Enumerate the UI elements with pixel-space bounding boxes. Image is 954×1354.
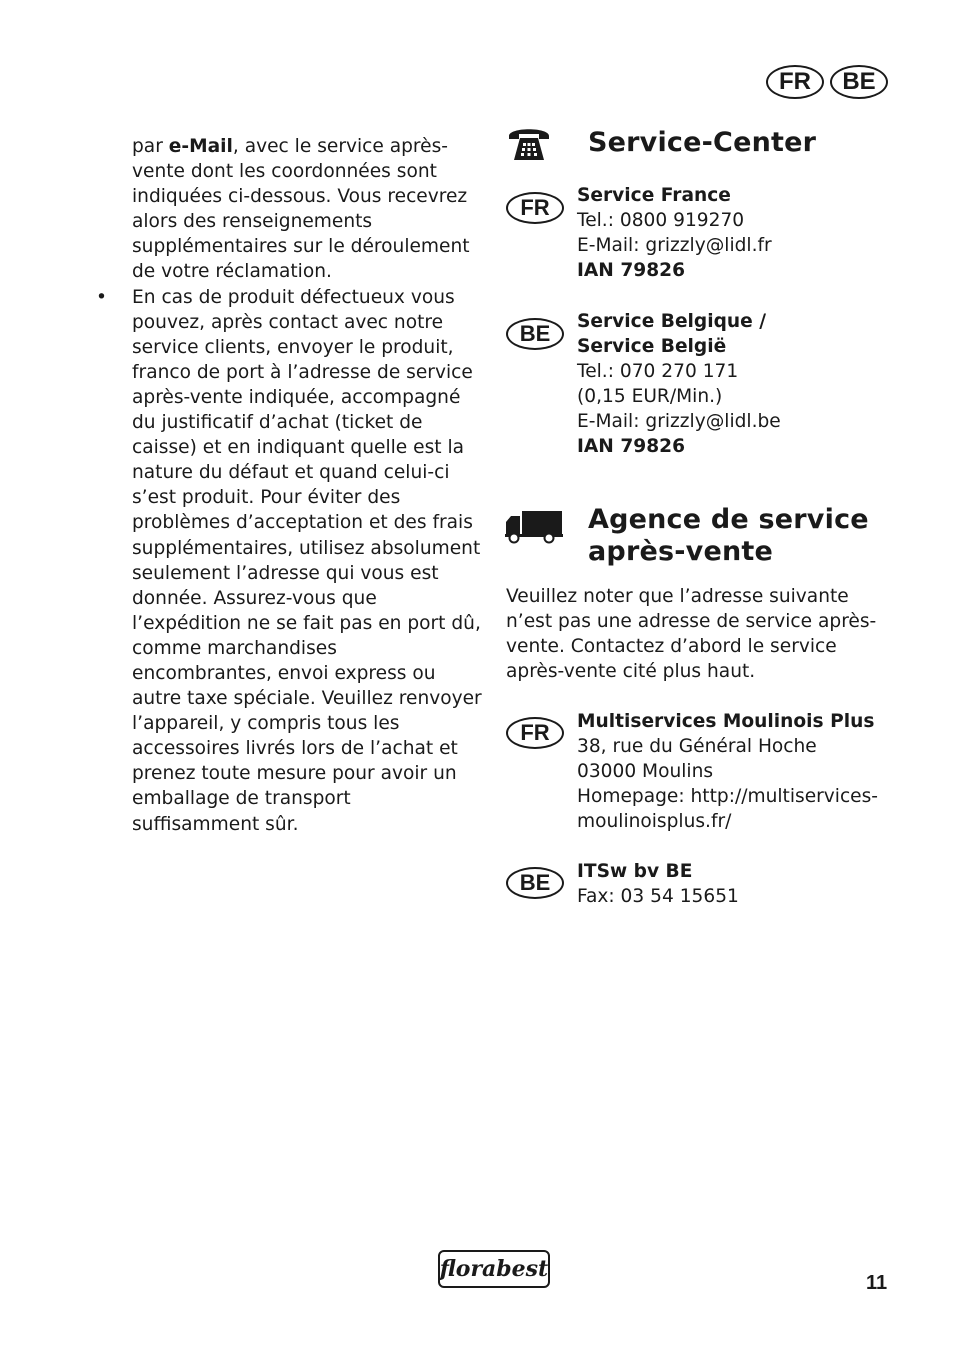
service-belgique-block <box>577 309 907 460</box>
truck-icon <box>504 508 564 544</box>
intro-prefix: par <box>132 136 169 157</box>
agency-be-block <box>577 859 907 909</box>
logo-text: florabest <box>439 1256 549 1282</box>
badge-fr-agency: FR <box>506 717 564 749</box>
bullet-text: En cas de produit défectueux vous pouvez, après contact avec notre service clients, envoyer le produit, franco de port à l’adresse de service après-vente indiquée, accompagné du justificatif d’achat (ticket de caisse) et en indiquant quelle est la nature du défaut et quand celui-ci s’est produit. Pour éviter des problèmes d’acceptation et des frais supplémentaires, utilisez absolument seulement l’adresse qui vous est donnée. Assurez-vous que l’expédition ne se fait pas en port dû, comme marchandises encombrantes, envoi express ou autre taxe spéciale. Veuillez renvoyer l’appareil, y compris tous les accessoires livrés lors de l’achat et prenez toute mesure pour avoir un emballage de transport suffisamment sûr. <box>132 286 482 835</box>
agency-title-line: Agence de service <box>588 504 869 535</box>
intro-rest: , avec le service après-vente dont les coordonnées sont indiquées ci-dessous. Vous recevrez alors des renseignements supplémentaires sur le déroulement de votre réclamation. <box>132 136 470 283</box>
bullet-list <box>96 285 482 837</box>
list-item <box>96 285 482 837</box>
agency-note-text: Veuillez noter que l’adresse suivante n’est pas une adresse de service après-vente. Contactez d’abord le service après-vente cité plus haut. <box>506 586 877 683</box>
agency-homepage: Homepage: http://multiservices- <box>577 786 879 808</box>
service-name: Service France <box>577 185 731 206</box>
florabest-logo <box>438 1250 550 1288</box>
agency-fr-block <box>577 709 917 834</box>
page-number: 11 <box>866 1272 888 1294</box>
agency-city: 03000 Moulins <box>577 761 714 783</box>
service-rate: (0,15 EUR/Min.) <box>577 386 723 408</box>
agency-fax: Fax: 03 54 15651 <box>577 886 739 908</box>
lang-badge-fr: FR <box>766 65 824 99</box>
agency-title-line: après-vente <box>588 536 774 567</box>
service-ian: IAN 79826 <box>577 436 686 458</box>
service-email: E-Mail: grizzly@lidl.fr <box>577 235 772 257</box>
service-phone: Tel.: 0800 919270 <box>577 210 745 232</box>
agency-street: 38, rue du Général Hoche <box>577 736 817 758</box>
service-email: E-Mail: grizzly@lidl.be <box>577 411 781 433</box>
service-phone: Tel.: 070 270 171 <box>577 361 739 383</box>
intro-email-emphasis: e-Mail <box>168 136 233 157</box>
badge-be-service: BE <box>506 318 564 350</box>
agency-name: Multiservices Moulinois Plus <box>577 711 875 732</box>
agency-name: ITSw bv BE <box>577 861 693 882</box>
agency-homepage-cont: moulinoisplus.fr/ <box>577 811 732 833</box>
intro-paragraph <box>132 134 482 285</box>
agency-title <box>588 504 869 568</box>
agency-note <box>506 584 886 684</box>
service-france-block <box>577 183 907 283</box>
telephone-icon <box>506 124 552 164</box>
badge-fr-service: FR <box>506 192 564 224</box>
lang-badge-be: BE <box>830 65 888 99</box>
service-center-title: Service-Center <box>588 127 817 158</box>
left-column <box>96 134 482 837</box>
bullet-dot: • <box>96 286 107 308</box>
service-name: Service België <box>577 336 727 358</box>
service-ian: IAN 79826 <box>577 260 686 282</box>
badge-be-agency: BE <box>506 867 564 899</box>
service-name: Service Belgique / <box>577 311 767 332</box>
